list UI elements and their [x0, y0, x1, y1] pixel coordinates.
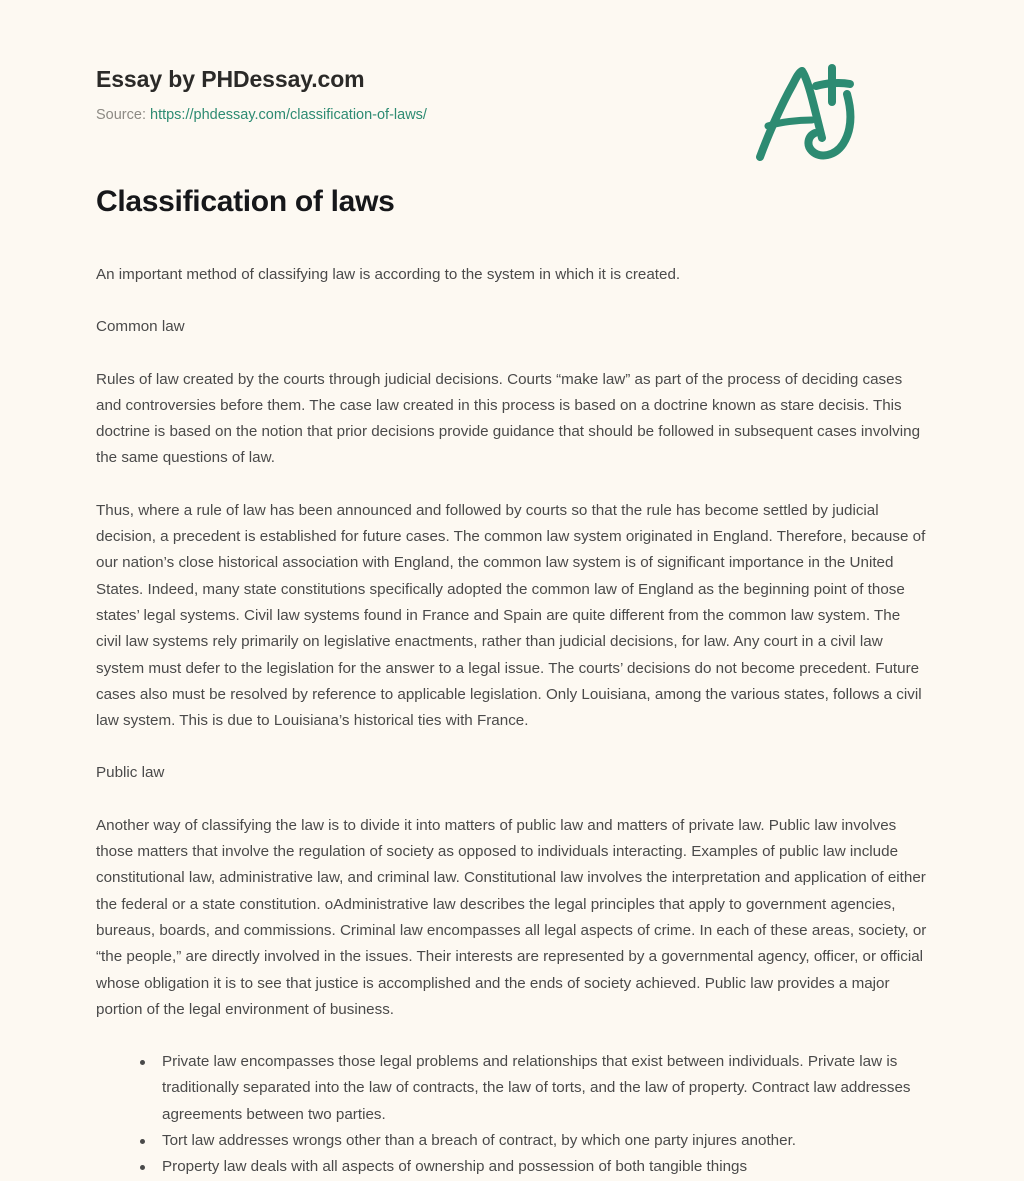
paragraph-common-law-2: Thus, where a rule of law has been announced and followed by courts so that the rule has become settled by judicial decision, a precedent is established for future cases. The common law system originated in England. Therefore, because of our nation’s close historical association with England, the common law system is of significant importance in the United States. Indeed, many state constitutions specifically adopted the common law of England as the beginning point of those states’ legal systems. Civil law systems found in France and Spain are quite different from the common law system. The civil law systems rely primarily on legislative enactments, rather than judicial decisions, for law. Any court in a civil law system must defer to the legislation for the answer to a legal issue. The courts’ decisions do not become precedent. Future cases also must be resolved by reference to applicable legislation. Only Louisiana, among the various states, follows a civil law system. This is due to Louisiana’s historical ties with France. — [96, 501, 926, 730]
article-body — [96, 112, 928, 1181]
paragraph-intro: An important method of classifying law is according to the system in which it is created. — [96, 266, 681, 283]
page-title: Classification of laws — [96, 185, 395, 218]
source-url-link[interactable]: https://phdessay.com/classification-of-laws/ — [150, 106, 427, 123]
heading-public-law: Public law — [96, 764, 165, 782]
source-label: Source: — [96, 106, 150, 123]
paragraph-public-law-1: Another way of classifying the law is to divide it into matters of public law and matters of private law. Public law involves those matters that involve the regulation of society as opposed to individuals interacting. Examples of public law include constitutional law, administrative law, and criminal law. Constitutional law involves the interpretation and application of either the federal or a state constitution. oAdministrative law describes the legal principles that apply to government agencies, bureaus, boards, and commissions. Criminal law encompasses all legal aspects of crime. In each of these areas, society, or “the people,” are directly involved in the issues. Their interests are represented by a governmental agency, officer, or official whose obligation it is to see that justice is accomplished and the ends of society achieved. Public law provides a major portion of the legal environment of business. — [96, 816, 927, 1018]
heading-common-law: Common law — [96, 318, 185, 336]
document-masthead — [96, 0, 928, 123]
private-law-list — [96, 1049, 928, 1180]
list-item: Private law encompasses those legal problems and relationships that exist between individuals. Private law is traditionally separated into the law of contracts, the law of torts, and the law of property. Contract law addresses agreements between two parties. — [140, 1049, 928, 1128]
list-item: Tort law addresses wrongs other than a breach of contract, by which one party injures another. — [140, 1128, 928, 1154]
list-item: Property law deals with all aspects of ownership and possession of both tangible things — [140, 1154, 928, 1180]
phdessay-a-plus-logo-icon — [746, 60, 862, 168]
paragraph-common-law-1: Rules of law created by the courts through judicial decisions. Courts “make law” as part of the process of deciding cases and controversies before them. The case law created in this process is based on a doctrine known as stare decisis. This doctrine is based on the notion that prior decisions provide guidance that should be followed in subsequent cases involving the same questions of law. — [96, 370, 921, 467]
brand-title: Essay by PHDessay.com — [96, 66, 365, 92]
